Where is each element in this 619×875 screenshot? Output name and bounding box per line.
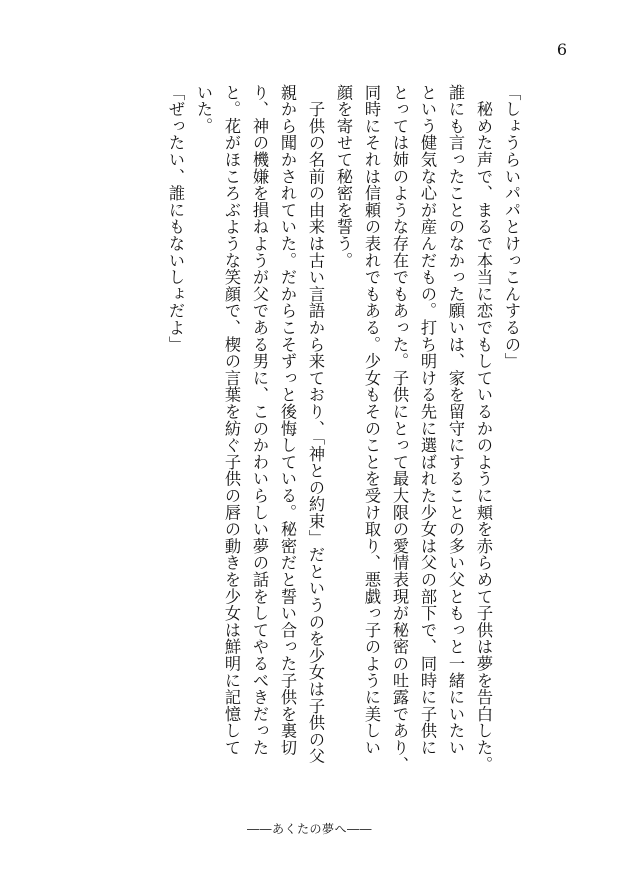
text-line: 顔を寄せて秘密を誓う。 bbox=[334, 84, 353, 269]
text-line: り、神の機嫌を損ねようが父である男に、このかわいらしい夢の話をしてやるべきだった bbox=[250, 84, 269, 756]
text-line: 親から聞かされていた。だからこそずっと後悔している。秘密だと誓い合った子供を裏切 bbox=[278, 84, 297, 756]
text-line: 「しょうらいパパとけっこんするの」 bbox=[502, 84, 521, 370]
text-line: いた。 bbox=[194, 84, 213, 135]
text-line: 同時にそれは信頼の表れでもある。少女もそのことを受け取り、悪戯っ子のように美しい bbox=[362, 84, 381, 756]
text-line: と。花がほころぶような笑顔で、楔の言葉を紡ぐ子供の唇の動きを少女は鮮明に記憶して bbox=[222, 84, 241, 756]
text-line: とっては姉のような存在でもあった。子供にとって最大限の愛情表現が秘密の吐露であり、 bbox=[390, 84, 409, 773]
text-line: という健気な心が産んだもの。打ち明ける先に選ばれた少女は父の部下で、同時に子供に bbox=[418, 84, 437, 756]
text-line: 子供の名前の由来は古い言語から来ており、「神との約束」だというのを少女は子供の父 bbox=[306, 84, 325, 765]
text-line: 秘めた声で、まるで本当に恋でもしているかのように頬を赤らめて子供は夢を告白した。 bbox=[474, 84, 493, 773]
text-line: 「ぜったい、誰にもないしょだよ」 bbox=[166, 84, 185, 353]
page-number: 6 bbox=[556, 40, 567, 59]
text-line: 誰にも言ったことのなかった願いは、家を留守にすることの多い父ともっと一緒にいたい bbox=[446, 84, 465, 756]
running-footer: ――あくたの夢へ―― bbox=[246, 822, 372, 836]
